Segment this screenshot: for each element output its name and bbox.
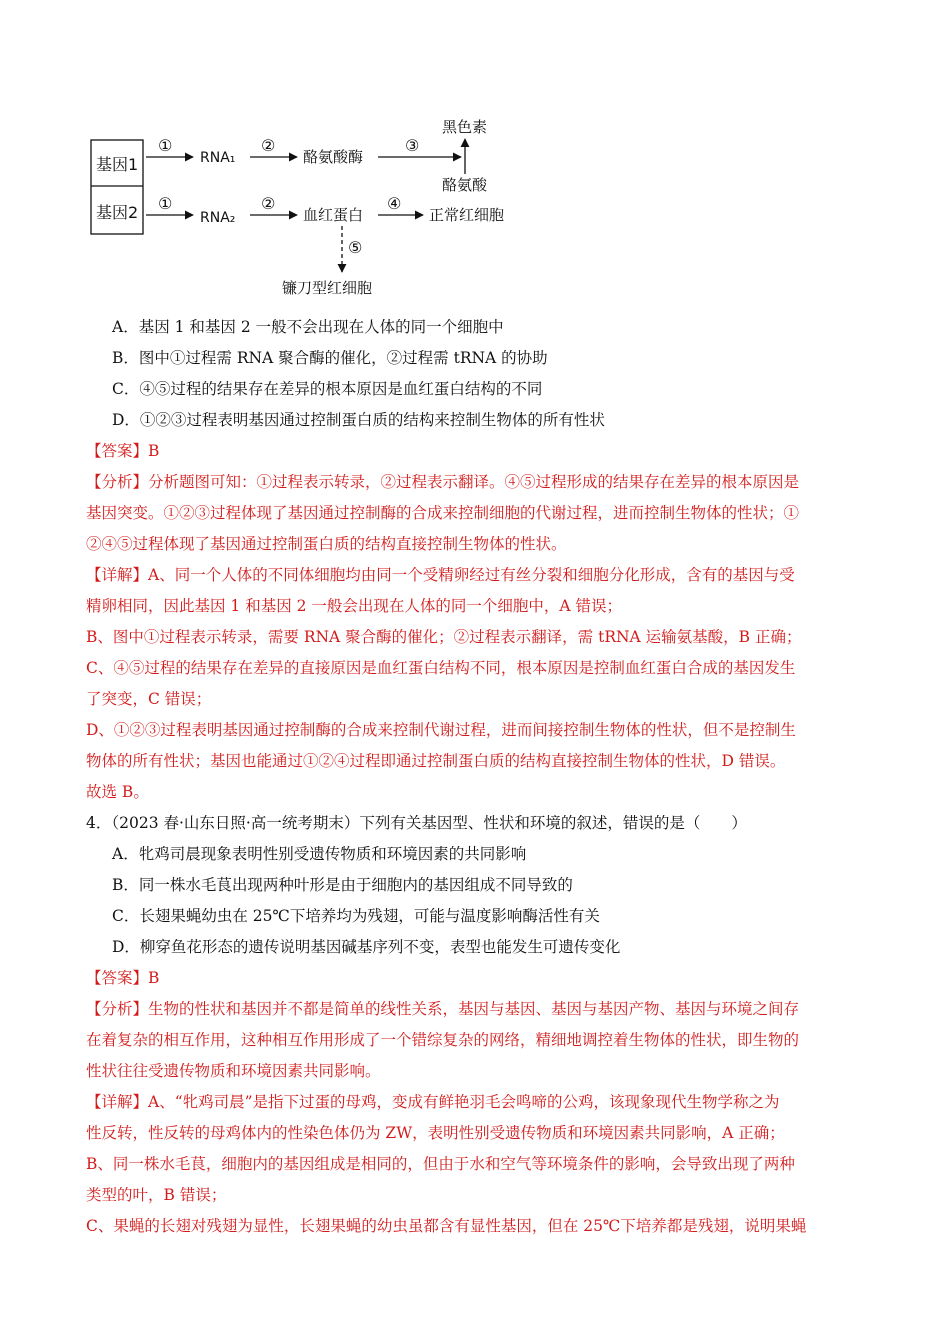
q3-detail-1: 【详解】A、同一个人体的不同体细胞均由同一个受精卵经过有丝分裂和细胞分化形成，含有的基因与受 — [86, 566, 795, 584]
q3-option-d: D．①②③过程表明基因通过控制蛋白质的结构来控制生物体的所有性状 — [112, 411, 605, 429]
q3-detail-8: 故选 B。 — [86, 783, 149, 801]
q4-detail-1: 【详解】A、“牝鸡司晨”是指下过蛋的母鸡，变成有鲜艳羽毛会鸣啼的公鸡，该现象现代生物学称之为 — [86, 1093, 780, 1111]
sickle-rbc-label: 镰刀型红细胞 — [282, 279, 373, 297]
rna1-label: RNA₁ — [200, 150, 236, 166]
gene1-label: 基因1 — [96, 155, 139, 174]
q3-analysis-2: 基因突变。①②③过程体现了基因通过控制酶的合成来控制细胞的代谢过程，进而控制生物体的性状；① — [86, 504, 800, 522]
hemoglobin-label: 血红蛋白 — [303, 206, 364, 224]
step2-label: ② — [261, 136, 276, 155]
tyrosine-label: 酪氨酸 — [442, 176, 488, 194]
melanin-label: 黑色素 — [442, 118, 488, 136]
q3-option-b: B．图中①过程需 RNA 聚合酶的催化，②过程需 tRNA 的协助 — [112, 349, 548, 367]
q4-detail-5: C、果蝇的长翅对残翅为显性，长翅果蝇的幼虫虽都含有显性基因，但在 25℃下培养都是残翅，说明果蝇 — [86, 1217, 807, 1235]
q4-stem: 4．（2023 春·山东日照·高一统考期末）下列有关基因型、性状和环境的叙述，错误的是（ ） — [86, 814, 747, 832]
q3-detail-3: B、图中①过程表示转录，需要 RNA 聚合酶的催化；②过程表示翻译，需 tRNA 运输氨基酸，B 正确； — [86, 628, 802, 646]
q4-answer: 【答案】B — [86, 969, 160, 987]
q4-detail-4: 类型的叶，B 错误； — [86, 1186, 227, 1204]
q3-detail-7: 物体的所有性状；基因也能通过①②④过程即通过控制蛋白质的结构直接控制生物体的性状，D 错误。 — [86, 752, 786, 770]
q4-detail-2: 性反转，性反转的母鸡体内的性染色体仍为 ZW，表明性别受遗传物质和环境因素共同影响，A 正确； — [86, 1124, 785, 1142]
q4-analysis-3: 性状往往受遗传物质和环境因素共同影响。 — [86, 1062, 381, 1080]
step4-label: ④ — [387, 194, 402, 213]
question-content — [86, 312, 866, 1242]
q4-option-d: D．柳穿鱼花形态的遗传说明基因碱基序列不变，表型也能发生可遗传变化 — [112, 938, 621, 956]
step3-label: ③ — [405, 136, 420, 155]
q3-detail-5: 了突变，C 错误； — [86, 690, 212, 708]
step2b-label: ② — [261, 194, 276, 213]
enzyme-label: 酪氨酸酶 — [303, 148, 364, 166]
step1-label: ① — [158, 136, 173, 155]
rna2-label: RNA₂ — [200, 210, 236, 226]
q3-detail-2: 精卵相同，因此基因 1 和基因 2 一般会出现在人体的同一个细胞中，A 错误； — [86, 597, 623, 615]
q4-option-c: C．长翅果蝇幼虫在 25℃下培养均为残翅，可能与温度影响酶活性有关 — [112, 907, 600, 925]
q3-option-a: A．基因 1 和基因 2 一般不会出现在人体的同一个细胞中 — [112, 318, 504, 336]
q4-analysis-2: 在着复杂的相互作用，这种相互作用形成了一个错综复杂的网络，精细地调控着生物体的性状，即生物的 — [86, 1031, 800, 1049]
q3-analysis-1: 【分析】分析题图可知：①过程表示转录，②过程表示翻译。④⑤过程形成的结果存在差异的根本原因是 — [86, 473, 800, 491]
q3-answer: 【答案】B — [86, 442, 160, 460]
q3-detail-4: C、④⑤过程的结果存在差异的直接原因是血红蛋白结构不同，根本原因是控制血红蛋白合成的基因发生 — [86, 659, 796, 677]
q3-analysis-3: ②④⑤过程体现了基因通过控制蛋白质的结构直接控制生物体的性状。 — [86, 535, 567, 553]
q4-analysis-1: 【分析】生物的性状和基因并不都是简单的线性关系，基因与基因、基因与基因产物、基因与环境之间存 — [86, 1000, 800, 1018]
step1b-label: ① — [158, 194, 173, 213]
gene-expression-diagram — [80, 108, 540, 303]
normal-rbc-label: 正常红细胞 — [429, 206, 505, 224]
q4-option-b: B．同一株水毛茛出现两种叶形是由于细胞内的基因组成不同导致的 — [112, 876, 573, 894]
gene2-label: 基因2 — [96, 203, 139, 222]
q3-option-c: C．④⑤过程的结果存在差异的根本原因是血红蛋白结构的不同 — [112, 380, 543, 398]
q4-option-a: A．牝鸡司晨现象表明性别受遗传物质和环境因素的共同影响 — [112, 845, 527, 863]
q4-detail-3: B、同一株水毛茛，细胞内的基因组成是相同的，但由于水和空气等环境条件的影响，会导致出现了两种 — [86, 1155, 795, 1173]
step5-label: ⑤ — [348, 238, 363, 257]
q3-detail-6: D、①②③过程表明基因通过控制酶的合成来控制代谢过程，进而间接控制生物体的性状，但不是控制生 — [86, 721, 796, 739]
